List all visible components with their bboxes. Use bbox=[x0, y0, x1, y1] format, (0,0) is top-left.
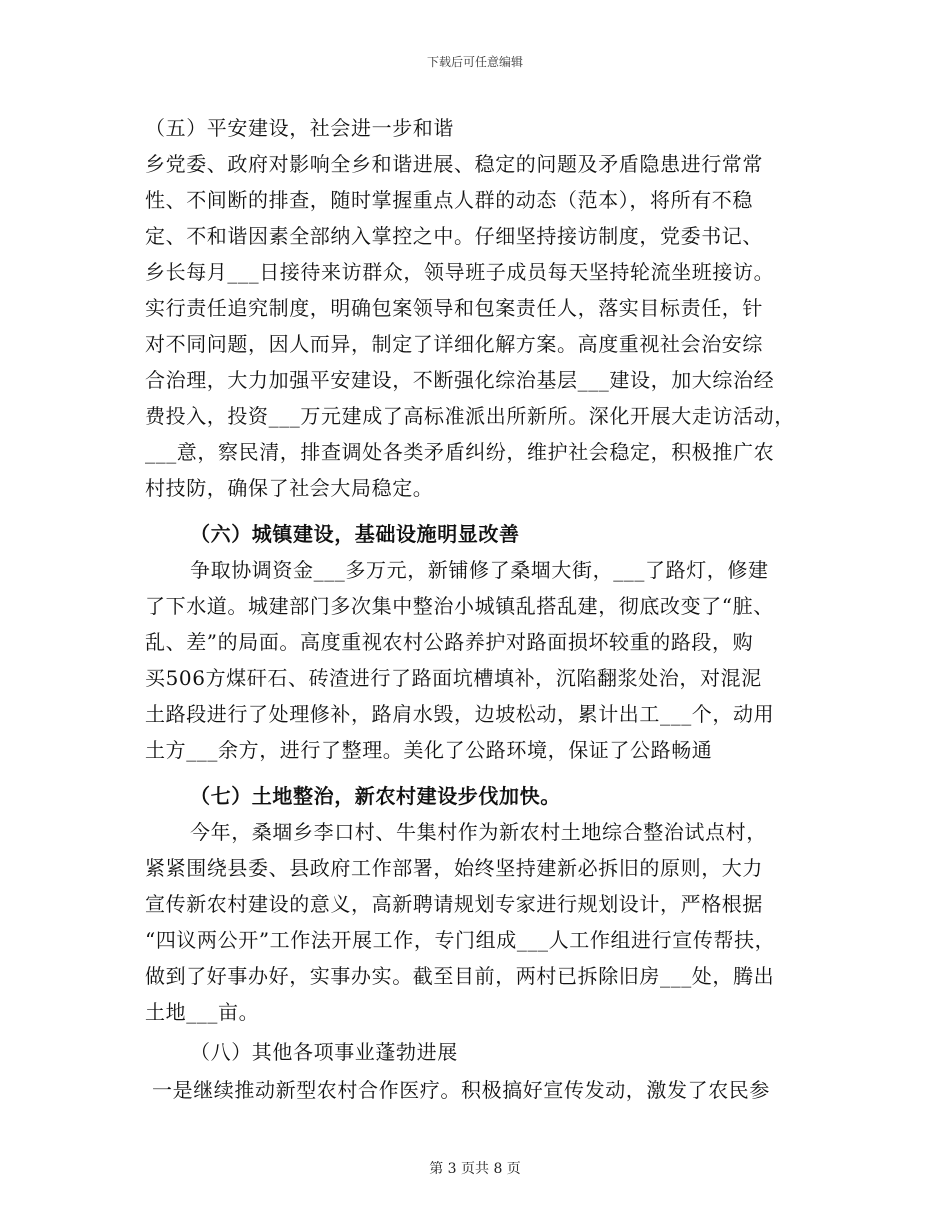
paragraph-line: 性、不间断的排查，随时掌握重点人群的动态（范本），将所有不稳 bbox=[145, 188, 753, 212]
section-heading-5: （五）平安建设，社会进一步和谐 bbox=[145, 116, 454, 140]
paragraph-line: 一是继续推动新型农村合作医疗。积极搞好宣传发动，激发了农民参 bbox=[152, 1078, 770, 1102]
paragraph-line: 土地___亩。 bbox=[145, 1000, 260, 1024]
paragraph-line: 实行责任追究制度，明确包案领导和包案责任人，落实目标责任，针 bbox=[145, 296, 763, 320]
page-header: 下载后可任意编辑 bbox=[426, 55, 523, 69]
paragraph-line: 宣传新农村建设的意义，高新聘请规划专家进行规划设计，严格根据 bbox=[145, 892, 763, 916]
paragraph-line: 今年，桑堌乡李口村、牛集村作为新农村土地综合整治试点村， bbox=[190, 820, 767, 844]
paragraph-line: 乡长每月___日接待来访群众，领导班子成员每天坚持轮流坐班接访。 bbox=[145, 260, 775, 284]
paragraph-line: 争取协调资金___多万元，新铺修了桑堌大街，___了路灯，修建 bbox=[190, 558, 769, 582]
paragraph-line: 乱、差”的局面。高度重视农村公路养护对路面损坏较重的路段，购 bbox=[145, 630, 754, 654]
paragraph-line: ___意，察民清，排查调处各类矛盾纠纷，维护社会稳定，积极推广农 bbox=[145, 440, 775, 464]
paragraph-line: 土方___余方，进行了整理。美化了公路环境，保证了公路畅通 bbox=[145, 738, 713, 762]
paragraph-line: 买506方煤矸石、砖渣进行了路面坑槽填补，沉陷翻浆处治，对混泥 bbox=[145, 666, 762, 690]
paragraph-line: 了下水道。城建部门多次集中整治小城镇乱搭乱建，彻底改变了“脏、 bbox=[145, 594, 774, 618]
section-heading-7: （七）土地整治，新农村建设步伐加快。 bbox=[190, 784, 561, 808]
section-heading-8: （八）其他各项事业蓬勃进展 bbox=[190, 1040, 458, 1064]
section-heading-6: （六）城镇建设，基础设施明显改善 bbox=[190, 522, 520, 546]
page-footer: 第 3 页共 8 页 bbox=[429, 1161, 521, 1177]
paragraph-line: 合治理，大力加强平安建设，不断强化综治基层___建设，加大综治经 bbox=[145, 368, 775, 392]
paragraph-line: 紧紧围绕县委、县政府工作部署，始终坚持建新必拆旧的原则，大力 bbox=[145, 856, 763, 880]
paragraph-line: “四议两公开”工作法开展工作，专门组成___人工作组进行宣传帮扶， bbox=[145, 928, 776, 952]
paragraph-line: 村技防，确保了社会大局稳定。 bbox=[145, 476, 434, 500]
paragraph-line: 对不同问题，因人而异，制定了详细化解方案。高度重视社会治安综 bbox=[145, 332, 763, 356]
paragraph-line: 费投入，投资___万元建成了高标准派出所新所。深化开展大走访活动， bbox=[145, 404, 795, 428]
paragraph-line: 乡党委、政府对影响全乡和谐进展、稳定的问题及矛盾隐患进行常常 bbox=[145, 152, 763, 176]
paragraph-line: 定、不和谐因素全部纳入掌控之中。仔细坚持接访制度，党委书记、 bbox=[145, 224, 763, 248]
paragraph-line: 土路段进行了处理修补，路肩水毁，边坡松动，累计出工___个，动用 bbox=[145, 702, 775, 726]
paragraph-line: 做到了好事办好，实事办实。截至目前，两村已拆除旧房___处，腾出 bbox=[145, 964, 775, 988]
